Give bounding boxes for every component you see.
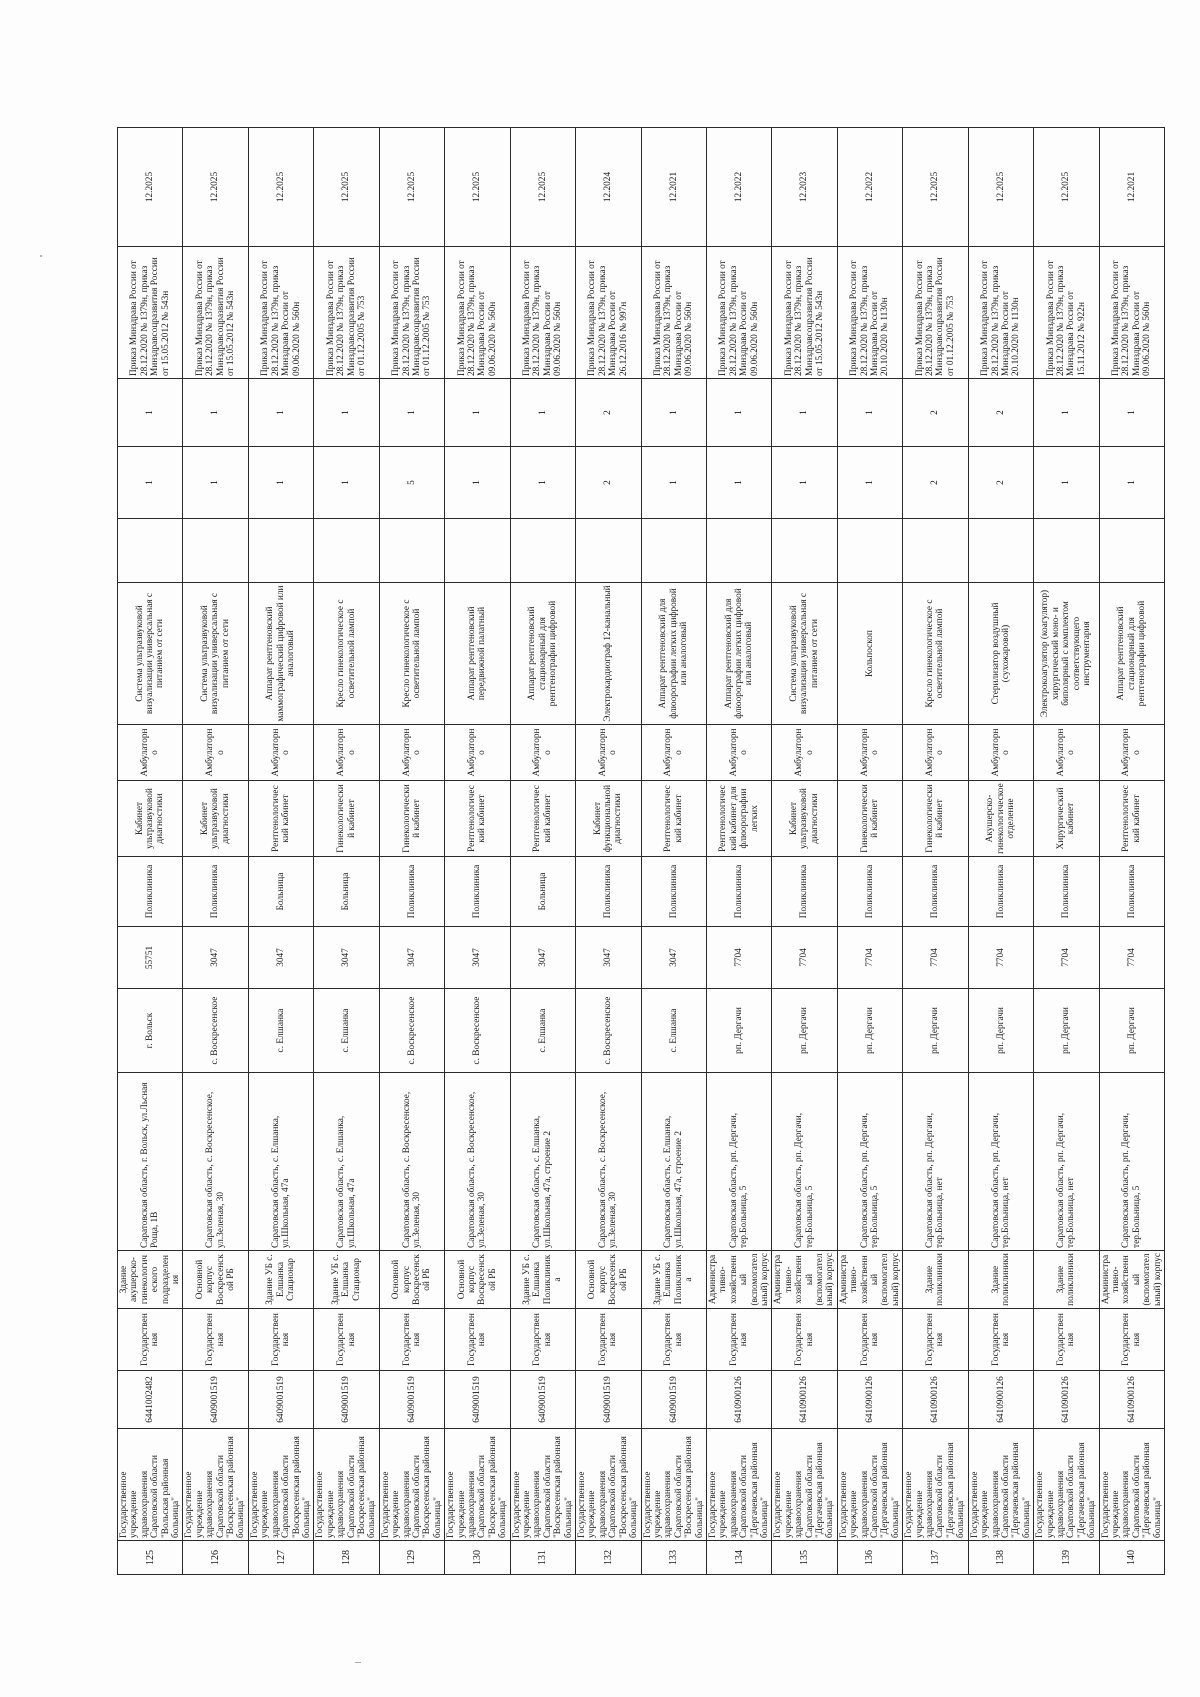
cell-care-mode: Амбулаторно (1034, 725, 1099, 781)
cell-planned-count (837, 519, 902, 583)
cell-deadline-date: 12.2021 (1099, 128, 1164, 247)
cell-inn-code: 6410900126 (1099, 1371, 1164, 1429)
cell-building-name: Основной корпус Воскресенской РБ (379, 1251, 444, 1309)
cell-locality: с. Елшанка (314, 989, 379, 1073)
cell-department-unit: Гинекологический кабинет (314, 781, 379, 857)
cell-required-count: 1 (1034, 447, 1099, 519)
cell-institution-name: Государственное учреждение здравоохранения Саратовской области "Дергачевская районная больница" (903, 1429, 968, 1541)
cell-facility-type: Поликлиника (706, 857, 771, 927)
cell-planned-count (772, 519, 837, 583)
cell-regulatory-order: Приказ Минздрава России от 28.12.2020 № 1379н, приказ Минздрава России от 09.06.2020 № 560н (248, 247, 313, 379)
cell-department-unit: Гинекологический кабинет (837, 781, 902, 857)
cell-planned-count (641, 519, 706, 583)
cell-care-mode: Амбулаторно (445, 725, 510, 781)
cell-equipment-name: Аппарат рентгеновский для флюорографии легких цифровой или аналоговый (706, 583, 771, 725)
cell-department-unit: Гинекологический кабинет (379, 781, 444, 857)
cell-care-mode: Амбулаторно (183, 725, 248, 781)
cell-ownership-form: Государственная (903, 1309, 968, 1371)
cell-row-number: 137 (903, 1541, 968, 1575)
cell-deadline-date: 12.2021 (641, 128, 706, 247)
table-row (314, 128, 379, 1575)
cell-department-unit: Гинекологический кабинет (903, 781, 968, 857)
cell-row-number: 140 (1099, 1541, 1164, 1575)
cell-inn-code: 6410900126 (772, 1371, 837, 1429)
cell-ownership-form: Государственная (248, 1309, 313, 1371)
cell-planned-count (314, 519, 379, 583)
cell-deadline-date: 12.2023 (772, 128, 837, 247)
cell-facility-type: Поликлиника (183, 857, 248, 927)
cell-population: 3047 (576, 927, 641, 989)
cell-delivery-count: 1 (1099, 379, 1164, 447)
cell-row-number: 135 (772, 1541, 837, 1575)
cell-deadline-date: 12.2025 (183, 128, 248, 247)
cell-population: 7704 (706, 927, 771, 989)
cell-planned-count (706, 519, 771, 583)
table-row (837, 128, 902, 1575)
cell-locality: рп. Дергачи (772, 989, 837, 1073)
cell-deadline-date: 12.2025 (118, 128, 183, 247)
cell-institution-name: Государственное учреждение здравоохранения Саратовской области "Дергачевская районная больница" (968, 1429, 1033, 1541)
cell-building-name: Здание УБ с. Елшанка Поликлиника (641, 1251, 706, 1309)
cell-delivery-count: 1 (837, 379, 902, 447)
cell-regulatory-order: Приказ Минздрава России от 28.12.2020 № 1379н, приказ Минздравсоцразвития России от 15.05.2012 № 543н (183, 247, 248, 379)
cell-inn-code: 6410900126 (968, 1371, 1033, 1429)
cell-locality: рп. Дергачи (837, 989, 902, 1073)
cell-delivery-count: 2 (968, 379, 1033, 447)
cell-population: 3047 (183, 927, 248, 989)
cell-population: 3047 (445, 927, 510, 989)
cell-delivery-count: 1 (641, 379, 706, 447)
cell-institution-name: Государственное учреждение здравоохранения Саратовской области "Воскресенская районная больница" (314, 1429, 379, 1541)
cell-equipment-name: Электрокоагулятор (коагулятор) хирургический моно- и биполярный с комплектом соответствующего инструментария (1034, 583, 1099, 725)
cell-care-mode: Амбулаторно (772, 725, 837, 781)
cell-building-name: Административно-хозяйственный (вспомогательный) корпус (1099, 1251, 1164, 1309)
cell-address: Саратовская область, с. Елшанка, ул.Школьная, 47а, строение 2 (510, 1073, 575, 1251)
cell-population: 7704 (968, 927, 1033, 989)
cell-population: 3047 (510, 927, 575, 989)
cell-ownership-form: Государственная (183, 1309, 248, 1371)
cell-address: Саратовская область, рп. Дергачи, тер.Больница, 5 (706, 1073, 771, 1251)
cell-regulatory-order: Приказ Минздрава России от 28.12.2020 № 1379н, приказ Минздрава России от 09.06.2020 № 560н (445, 247, 510, 379)
cell-address: Саратовская область, рп. Дергачи, тер.Больница, нет (903, 1073, 968, 1251)
cell-planned-count (118, 519, 183, 583)
cell-delivery-count: 1 (1034, 379, 1099, 447)
cell-row-number: 126 (183, 1541, 248, 1575)
cell-facility-type: Поликлиника (837, 857, 902, 927)
cell-care-mode: Амбулаторно (1099, 725, 1164, 781)
cell-delivery-count: 1 (314, 379, 379, 447)
cell-equipment-name: Система ультразвуковой визуализации универсальная с питанием от сети (772, 583, 837, 725)
cell-building-name: Основной корпус Воскресенской РБ (445, 1251, 510, 1309)
cell-equipment-name: Система ультразвуковой визуализации универсальная с питанием от сети (118, 583, 183, 725)
cell-ownership-form: Государственная (1099, 1309, 1164, 1371)
cell-regulatory-order: Приказ Минздрава России от 28.12.2020 № 1379н, приказ Минздрава России от 20.10.2020 № 1130н (837, 247, 902, 379)
cell-department-unit: Рентгенологический кабинет (641, 781, 706, 857)
cell-ownership-form: Государственная (379, 1309, 444, 1371)
cell-row-number: 131 (510, 1541, 575, 1575)
table-row (118, 128, 183, 1575)
cell-address: Саратовская область, с. Воскресенское, ул.Зеленая, 30 (576, 1073, 641, 1251)
cell-equipment-name: Кресло гинекологическое с осветительной лампой (379, 583, 444, 725)
table-body (118, 128, 1165, 1575)
cell-address: Саратовская область, с. Елшанка, ул.Школьная, 47а (248, 1073, 313, 1251)
cell-locality: с. Елшанка (248, 989, 313, 1073)
table-row (968, 128, 1033, 1575)
cell-care-mode: Амбулаторно (706, 725, 771, 781)
cell-required-count: 1 (314, 447, 379, 519)
cell-delivery-count: 2 (903, 379, 968, 447)
cell-ownership-form: Государственная (118, 1309, 183, 1371)
cell-regulatory-order: Приказ Минздрава России от 28.12.2020 № 1379н, приказ Минздравсоцразвития России от 01.12.2005 № 753 (314, 247, 379, 379)
cell-locality: с. Воскресенское (445, 989, 510, 1073)
cell-address: Саратовская область, г. Вольск, ул.Льсная Роща, 1В (118, 1073, 183, 1251)
cell-facility-type: Поликлиника (576, 857, 641, 927)
cell-required-count: 1 (772, 447, 837, 519)
cell-deadline-date: 12.2025 (510, 128, 575, 247)
cell-building-name: Здание поликлиники (968, 1251, 1033, 1309)
cell-facility-type: Больница (248, 857, 313, 927)
table-row (641, 128, 706, 1575)
cell-locality: рп. Дергачи (1034, 989, 1099, 1073)
cell-regulatory-order: Приказ Минздрава России от 28.12.2020 № 1379н, приказ Минздрава России от 20.10.2020 № 1130н (968, 247, 1033, 379)
cell-delivery-count: 1 (772, 379, 837, 447)
table-row (706, 128, 771, 1575)
cell-inn-code: 6410900126 (1034, 1371, 1099, 1429)
cell-department-unit: Рентгенологический кабинет (510, 781, 575, 857)
cell-care-mode: Амбулаторно (641, 725, 706, 781)
cell-row-number: 139 (1034, 1541, 1099, 1575)
cell-locality: рп. Дергачи (903, 989, 968, 1073)
cell-institution-name: Государственное учреждение здравоохранения Саратовской области "Воскресенская районная больница" (641, 1429, 706, 1541)
cell-delivery-count: 1 (248, 379, 313, 447)
cell-institution-name: Государственное учреждение здравоохранения Саратовской области "Дергачевская районная больница" (837, 1429, 902, 1541)
cell-institution-name: Государственное учреждение здравоохранения Саратовской области "Воскресенская районная больница" (379, 1429, 444, 1541)
cell-facility-type: Поликлиника (1099, 857, 1164, 927)
rotated-table-container (117, 128, 1163, 1575)
cell-institution-name: Государственное учреждение здравоохранения Саратовской области "Воскресенская районная больница" (445, 1429, 510, 1541)
cell-inn-code: 6409001519 (183, 1371, 248, 1429)
cell-department-unit: Кабинет ультразвуковой диагностики (772, 781, 837, 857)
cell-deadline-date: 12.2022 (706, 128, 771, 247)
scan-dust-speck (355, 1662, 361, 1663)
cell-row-number: 132 (576, 1541, 641, 1575)
cell-population: 3047 (379, 927, 444, 989)
cell-population: 7704 (1034, 927, 1099, 989)
cell-institution-name: Государственное учреждение здравоохранения Саратовской области "Дергачевская районная больница" (706, 1429, 771, 1541)
cell-department-unit: Рентгенологический кабинет для флюорографии легких (706, 781, 771, 857)
cell-building-name: Здание поликлиники (1034, 1251, 1099, 1309)
cell-planned-count (445, 519, 510, 583)
cell-inn-code: 6409001519 (248, 1371, 313, 1429)
cell-department-unit: Хирургический кабинет (1034, 781, 1099, 857)
cell-department-unit: Рентгенологический кабинет (1099, 781, 1164, 857)
cell-planned-count (576, 519, 641, 583)
cell-ownership-form: Государственная (772, 1309, 837, 1371)
cell-care-mode: Амбулаторно (510, 725, 575, 781)
cell-delivery-count: 1 (118, 379, 183, 447)
cell-equipment-name: Аппарат рентгеновский маммографический цифровой или аналоговый (248, 583, 313, 725)
cell-regulatory-order: Приказ Минздрава России от 28.12.2020 № 1379н, приказ Минздрава России от 09.06.2020 № 560н (641, 247, 706, 379)
cell-row-number: 128 (314, 1541, 379, 1575)
cell-care-mode: Амбулаторно (314, 725, 379, 781)
cell-required-count: 1 (1099, 447, 1164, 519)
cell-row-number: 136 (837, 1541, 902, 1575)
cell-inn-code: 6410900126 (837, 1371, 902, 1429)
cell-locality: рп. Дергачи (706, 989, 771, 1073)
cell-department-unit: Рентгенологический кабинет (248, 781, 313, 857)
cell-deadline-date: 12.2025 (903, 128, 968, 247)
cell-regulatory-order: Приказ Минздрава России от 28.12.2020 № 1379н, приказ Минздравсоцразвития России от 01.12.2005 № 753 (903, 247, 968, 379)
cell-delivery-count: 2 (576, 379, 641, 447)
cell-regulatory-order: Приказ Минздрава России от 28.12.2020 № 1379н, приказ Минздрава России от 09.06.2020 № 560н (510, 247, 575, 379)
cell-population: 7704 (837, 927, 902, 989)
cell-care-mode: Амбулаторно (903, 725, 968, 781)
cell-institution-name: Государственное учреждение здравоохранения Саратовской области "Воскресенская районная больница" (510, 1429, 575, 1541)
cell-deadline-date: 12.2022 (837, 128, 902, 247)
cell-ownership-form: Государственная (445, 1309, 510, 1371)
cell-address: Саратовская область, с. Воскресенское, ул.Зеленая, 30 (183, 1073, 248, 1251)
cell-inn-code: 6410900126 (903, 1371, 968, 1429)
cell-building-name: Здание акушерско-гинекологического подразделения (118, 1251, 183, 1309)
cell-care-mode: Амбулаторно (248, 725, 313, 781)
cell-required-count: 2 (576, 447, 641, 519)
cell-deadline-date: 12.2025 (1034, 128, 1099, 247)
table-row (183, 128, 248, 1575)
cell-inn-code: 6409001519 (314, 1371, 379, 1429)
cell-locality: с. Воскресенское (379, 989, 444, 1073)
cell-equipment-name: Кресло гинекологическое с осветительной лампой (314, 583, 379, 725)
cell-planned-count (510, 519, 575, 583)
cell-required-count: 1 (183, 447, 248, 519)
table-row (379, 128, 444, 1575)
cell-care-mode: Амбулаторно (837, 725, 902, 781)
cell-building-name: Здание поликлиники (903, 1251, 968, 1309)
table-row (1099, 128, 1164, 1575)
cell-population: 7704 (903, 927, 968, 989)
cell-planned-count (1099, 519, 1164, 583)
cell-ownership-form: Государственная (1034, 1309, 1099, 1371)
cell-required-count: 1 (641, 447, 706, 519)
table-row (576, 128, 641, 1575)
cell-row-number: 129 (379, 1541, 444, 1575)
cell-department-unit: Рентгенологический кабинет (445, 781, 510, 857)
cell-delivery-count: 1 (510, 379, 575, 447)
cell-regulatory-order: Приказ Минздрава России от 28.12.2020 № 1379н, приказ Минздрава России от 09.06.2020 № 560н (706, 247, 771, 379)
cell-locality: с. Елшанка (641, 989, 706, 1073)
cell-row-number: 138 (968, 1541, 1033, 1575)
table-row (510, 128, 575, 1575)
cell-inn-code: 6409001519 (445, 1371, 510, 1429)
table-row (903, 128, 968, 1575)
cell-planned-count (379, 519, 444, 583)
cell-deadline-date: 12.2025 (445, 128, 510, 247)
cell-deadline-date: 12.2025 (248, 128, 313, 247)
cell-regulatory-order: Приказ Минздрава России от 28.12.2020 № 1379н, приказ Минздравсоцразвития России от 15.05.2012 № 543н (772, 247, 837, 379)
cell-planned-count (968, 519, 1033, 583)
cell-delivery-count: 1 (445, 379, 510, 447)
cell-planned-count (248, 519, 313, 583)
cell-ownership-form: Государственная (314, 1309, 379, 1371)
cell-care-mode: Амбулаторно (379, 725, 444, 781)
cell-address: Саратовская область, рп. Дергачи, тер.Больница, 5 (837, 1073, 902, 1251)
cell-facility-type: Поликлиника (1034, 857, 1099, 927)
cell-address: Саратовская область, рп. Дергачи, тер.Больница, 5 (1099, 1073, 1164, 1251)
cell-regulatory-order: Приказ Минздрава России от 28.12.2020 № 1379н, приказ Минздравсоцразвития России от 15.05.2012 № 543н (118, 247, 183, 379)
cell-planned-count (183, 519, 248, 583)
cell-facility-type: Поликлиника (445, 857, 510, 927)
cell-inn-code: 6409001519 (576, 1371, 641, 1429)
cell-row-number: 127 (248, 1541, 313, 1575)
equipment-register-table (117, 127, 1165, 1575)
cell-building-name: Здание УБ с. Елшанка Стационар (314, 1251, 379, 1309)
cell-building-name: Основной корпус Воскресенской РБ (576, 1251, 641, 1309)
cell-locality: с. Елшанка (510, 989, 575, 1073)
cell-department-unit: Кабинет ультразвуковой диагностики (183, 781, 248, 857)
cell-care-mode: Амбулаторно (968, 725, 1033, 781)
cell-inn-code: 6409001519 (641, 1371, 706, 1429)
cell-equipment-name: Электрокардиограф 12-канальный (576, 583, 641, 725)
cell-facility-type: Поликлиника (772, 857, 837, 927)
cell-required-count: 1 (248, 447, 313, 519)
cell-row-number: 133 (641, 1541, 706, 1575)
cell-building-name: Административно-хозяйственный (вспомогательный) корпус (772, 1251, 837, 1309)
cell-inn-code: 6441002482 (118, 1371, 183, 1429)
cell-institution-name: Государственное учреждение здравоохранения Саратовской области "Воскресенская районная больница" (183, 1429, 248, 1541)
cell-delivery-count: 1 (379, 379, 444, 447)
cell-equipment-name: Аппарат рентгеновский передвижной палатный (445, 583, 510, 725)
cell-institution-name: Государственное учреждение здравоохранения Саратовской области "Дергачевская районная больница" (772, 1429, 837, 1541)
cell-required-count: 1 (445, 447, 510, 519)
cell-equipment-name: Аппарат рентгеновский стационарный для рентгенографии цифровой (510, 583, 575, 725)
cell-facility-type: Больница (314, 857, 379, 927)
cell-deadline-date: 12.2024 (576, 128, 641, 247)
cell-locality: с. Воскресенское (576, 989, 641, 1073)
cell-locality: рп. Дергачи (968, 989, 1033, 1073)
cell-required-count: 5 (379, 447, 444, 519)
cell-building-name: Административно-хозяйственный (вспомогательный) корпус (706, 1251, 771, 1309)
cell-address: Саратовская область, рп. Дергачи, тер.Больница, 5 (772, 1073, 837, 1251)
cell-institution-name: Государственное учреждение здравоохранения Саратовской области "Дергачевская районная больница" (1034, 1429, 1099, 1541)
cell-locality: с. Воскресенское (183, 989, 248, 1073)
cell-facility-type: Поликлиника (968, 857, 1033, 927)
cell-ownership-form: Государственная (510, 1309, 575, 1371)
cell-building-name: Здание УБ с. Елшанка Поликлиника (510, 1251, 575, 1309)
cell-equipment-name: Кресло гинекологическое с осветительной лампой (903, 583, 968, 725)
cell-facility-type: Поликлиника (903, 857, 968, 927)
cell-address: Саратовская область, с. Елшанка, ул.Школьная, 47а (314, 1073, 379, 1251)
cell-planned-count (1034, 519, 1099, 583)
cell-ownership-form: Государственная (576, 1309, 641, 1371)
cell-row-number: 125 (118, 1541, 183, 1575)
cell-equipment-name: Аппарат рентгеновский стационарный для рентгенографии цифровой (1099, 583, 1164, 725)
cell-care-mode: Амбулаторно (576, 725, 641, 781)
cell-required-count: 1 (706, 447, 771, 519)
table-row (772, 128, 837, 1575)
cell-regulatory-order: Приказ Минздрава России от 28.12.2020 № 1379н, приказ Минздрава России от 09.06.2020 № 560н (1099, 247, 1164, 379)
cell-ownership-form: Государственная (837, 1309, 902, 1371)
cell-equipment-name: Аппарат рентгеновский для флюорографии легких цифровой или аналоговый (641, 583, 706, 725)
cell-department-unit: Кабинет функциональной диагностики (576, 781, 641, 857)
cell-locality: рп. Дергачи (1099, 989, 1164, 1073)
cell-locality: г. Вольск (118, 989, 183, 1073)
cell-ownership-form: Государственная (706, 1309, 771, 1371)
cell-row-number: 130 (445, 1541, 510, 1575)
cell-population: 7704 (772, 927, 837, 989)
cell-row-number: 134 (706, 1541, 771, 1575)
cell-institution-name: Государственное учреждение здравоохранения Саратовской области "Воскресенская районная больница" (576, 1429, 641, 1541)
cell-department-unit: Акушерско-гинекологическое отделение (968, 781, 1033, 857)
cell-department-unit: Кабинет ультразвуковой диагностики (118, 781, 183, 857)
scan-dust-speck (40, 255, 42, 257)
cell-deadline-date: 12.2025 (379, 128, 444, 247)
table-row (248, 128, 313, 1575)
cell-address: Саратовская область, с. Воскресенское, ул.Зеленая, 30 (445, 1073, 510, 1251)
cell-institution-name: Государственное учреждение здравоохранения Саратовской области "Воскресенская районная больница" (248, 1429, 313, 1541)
cell-address: Саратовская область, рп. Дергачи, тер.Больница, нет (968, 1073, 1033, 1251)
cell-population: 3047 (248, 927, 313, 989)
cell-population: 3047 (314, 927, 379, 989)
cell-ownership-form: Государственная (641, 1309, 706, 1371)
cell-population: 3047 (641, 927, 706, 989)
cell-building-name: Основной корпус Воскресенской РБ (183, 1251, 248, 1309)
cell-ownership-form: Государственная (968, 1309, 1033, 1371)
cell-required-count: 2 (968, 447, 1033, 519)
cell-equipment-name: Кольпоскоп (837, 583, 902, 725)
cell-facility-type: Поликлиника (118, 857, 183, 927)
cell-building-name: Административно-хозяйственный (вспомогательный) корпус (837, 1251, 902, 1309)
cell-equipment-name: Стерилизатор воздушный (сухожаровой) (968, 583, 1033, 725)
cell-planned-count (903, 519, 968, 583)
cell-care-mode: Амбулаторно (118, 725, 183, 781)
cell-regulatory-order: Приказ Минздрава России от 28.12.2020 № 1379н, приказ Минздрава России от 26.12.2016 № 997н (576, 247, 641, 379)
cell-inn-code: 6409001519 (510, 1371, 575, 1429)
table-row (445, 128, 510, 1575)
cell-required-count: 2 (903, 447, 968, 519)
cell-regulatory-order: Приказ Минздрава России от 28.12.2020 № 1379н, приказ Минздрава России от 15.11.2012 № 922н (1034, 247, 1099, 379)
cell-address: Саратовская область, с. Воскресенское, ул.Зеленая, 30 (379, 1073, 444, 1251)
cell-facility-type: Поликлиника (641, 857, 706, 927)
cell-building-name: Здание УБ с. Елшанка Стационар (248, 1251, 313, 1309)
cell-facility-type: Поликлиника (379, 857, 444, 927)
cell-address: Саратовская область, с. Елшанка, ул.Школьная, 47а, строение 2 (641, 1073, 706, 1251)
cell-institution-name: Государственное учреждение здравоохранения Саратовской области "Вольская районная больница" (118, 1429, 183, 1541)
cell-delivery-count: 1 (183, 379, 248, 447)
cell-required-count: 1 (510, 447, 575, 519)
table-row (1034, 128, 1099, 1575)
cell-deadline-date: 12.2025 (968, 128, 1033, 247)
cell-deadline-date: 12.2025 (314, 128, 379, 247)
cell-population: 7704 (1099, 927, 1164, 989)
cell-delivery-count: 1 (706, 379, 771, 447)
cell-address: Саратовская область, рп. Дергачи, тер.Больница, нет (1034, 1073, 1099, 1251)
cell-inn-code: 6409001519 (379, 1371, 444, 1429)
cell-equipment-name: Система ультразвуковой визуализации универсальная с питанием от сети (183, 583, 248, 725)
cell-facility-type: Больница (510, 857, 575, 927)
cell-population: 55751 (118, 927, 183, 989)
cell-required-count: 1 (837, 447, 902, 519)
cell-regulatory-order: Приказ Минздрава России от 28.12.2020 № 1379н, приказ Минздравсоцразвития России от 01.12.2005 № 753 (379, 247, 444, 379)
cell-required-count: 1 (118, 447, 183, 519)
cell-institution-name: Государственное учреждение здравоохранения Саратовской области "Дергачевская районная больница" (1099, 1429, 1164, 1541)
cell-inn-code: 6410900126 (706, 1371, 771, 1429)
